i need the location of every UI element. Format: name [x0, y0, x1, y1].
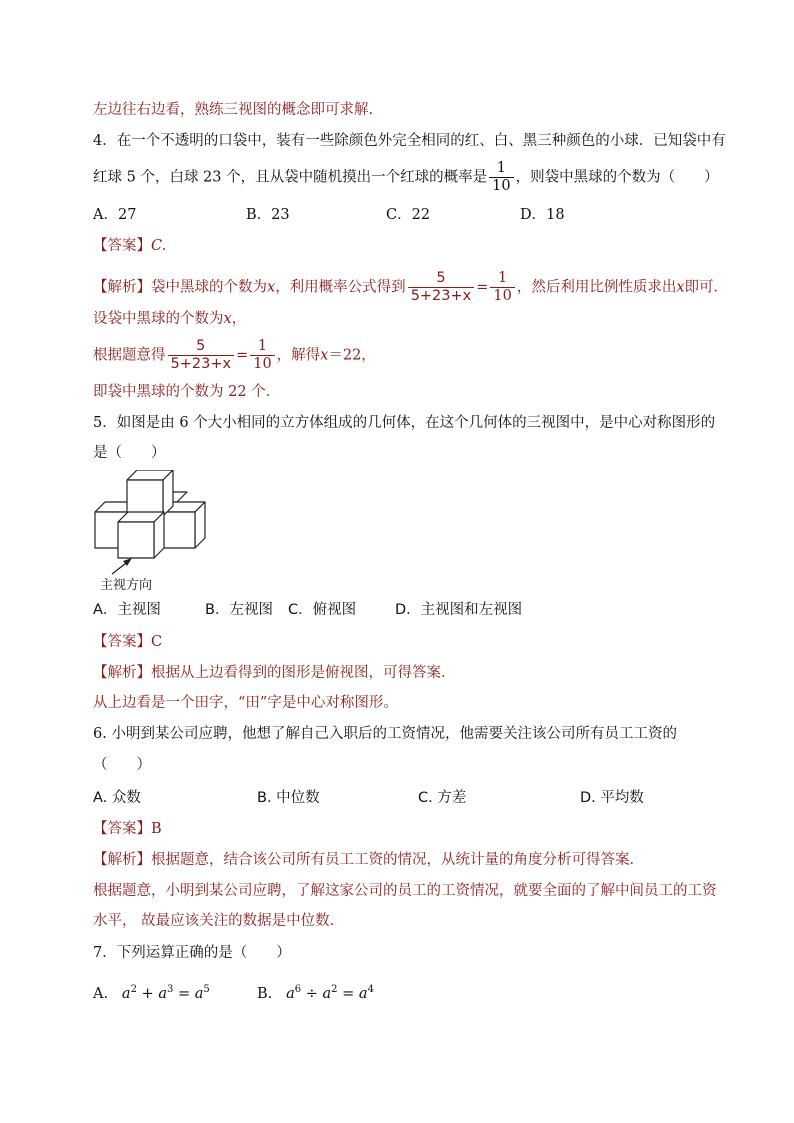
q4-sol2-a: 根据题意得	[93, 347, 166, 364]
q6-solution-line2: 水平， 故最应该关注的数据是中位数.	[93, 913, 335, 929]
cube-front-face	[127, 480, 163, 516]
q6-stem-line1: 6. 小明到某公司应聘，他想了解自己入职后的工资情况，他需要关注该公司所有员工工资的	[93, 726, 677, 742]
q5-analysis-text: 根据从上边看得到的图形是俯视图，可得答案．	[151, 665, 456, 681]
q7-a-exp1: 2	[130, 984, 137, 995]
q6-analysis-label: 【解析】	[93, 852, 151, 868]
q4-stem-line1: 4．在一个不透明的口袋中，装有一些除颜色外完全相同的红、白、黑三种颜色的小球．已知袋中有	[93, 133, 726, 149]
q4-solution-line2	[93, 338, 376, 373]
q6-option-a: A. 众数	[93, 790, 141, 806]
q4-analysis-a: 袋中黑球的个数为	[151, 279, 267, 296]
q5-option-d: D．主视图和左视图	[395, 602, 523, 618]
q7-b-exp1: 6	[294, 984, 302, 995]
q4-sol1-b: ，	[231, 311, 247, 327]
q4-probability-fraction	[489, 160, 513, 195]
q7-a-term2: a	[158, 985, 167, 1002]
q5-option-b: B．左视图	[205, 602, 273, 618]
q4-equation-left-fraction	[408, 270, 475, 305]
cube-figure	[92, 470, 212, 575]
q5-answer-label: 【答案】	[93, 634, 151, 650]
q7-b-div: ÷	[301, 985, 323, 1002]
q6-analysis-text: 根据题意，结合该公司所有员工工资的情况，从统计量的角度分析可得答案．	[151, 852, 644, 868]
q4-answer-value: C.	[151, 238, 167, 254]
q4-analysis-c: ，然后利用比例性质求出	[516, 279, 677, 296]
q4-fraction-denominator: 10	[492, 178, 511, 194]
q4-sol2-c: ＝22，	[328, 347, 376, 364]
q5-stem-line1: 5．如图是由 6 个大小相同的立方体组成的几何体，在这个几何体的三视图中，是中心对称图形的	[93, 415, 716, 431]
q4-answer-label: 【答案】	[93, 238, 151, 254]
q5-option-c: C．俯视图	[288, 602, 357, 618]
q4-stem-line2	[93, 160, 719, 195]
q4-sol2-denominator: 5+23+x	[170, 356, 232, 372]
q6-option-b: B. 中位数	[257, 790, 320, 806]
q4-sol2-b: ，解得	[276, 347, 321, 364]
q5-option-a: A．主视图	[93, 602, 161, 618]
q5-analysis-label: 【解析】	[93, 665, 151, 681]
q6-answer-value: B	[151, 821, 162, 837]
q5-stem-line2: 是（ ）	[93, 445, 166, 461]
q4-analysis	[93, 270, 728, 305]
q7-a-plus: +	[136, 985, 159, 1002]
q7-option-a	[93, 980, 210, 1004]
q4-sol2-left-fraction	[168, 338, 235, 373]
q4-sol1-a: 设袋中黑球的个数为	[93, 311, 224, 327]
q4-sol2-numerator: 5	[168, 338, 235, 356]
cube-front-face	[161, 512, 195, 548]
q7-b-term2: a	[322, 985, 332, 1002]
q6-answer-label: 【答案】	[93, 821, 151, 837]
q4-solution-line3: 即袋中黑球的个数为 22 个．	[93, 384, 281, 400]
q4-sol2-var: x	[320, 347, 329, 364]
q4-sol2-eq-sign: =	[236, 347, 249, 364]
q7-option-b-label: B.	[257, 985, 273, 1002]
q4-analysis-label: 【解析】	[93, 279, 151, 296]
q4-option-d: D．18	[520, 207, 565, 223]
q7-option-b	[257, 980, 374, 1004]
q4-analysis-b: ，利用概率公式得到	[275, 279, 406, 296]
q7-a-exp3: 5	[203, 984, 210, 995]
q7-b-result: a	[358, 985, 368, 1002]
q4-option-a: A．27	[93, 207, 137, 223]
q4-equation-right-fraction	[490, 270, 514, 305]
q4-eq-right-numerator: 1	[490, 270, 514, 288]
q4-option-c: C．22	[386, 207, 431, 223]
q4-var-x: x	[267, 279, 276, 296]
prev-analysis-tail: 左边往右边看，熟练三视图的概念即可求解.	[93, 102, 374, 118]
figure-label: 主视方向	[100, 578, 153, 593]
q7-b-eq: =	[337, 985, 359, 1002]
q4-solution-line1	[93, 309, 246, 329]
q4-stem-line2-a: 红球 5 个，白球 23 个，且从袋中随机摸出一个红球的概率是	[93, 169, 488, 186]
q4-eq-denominator: 5+23+x	[410, 288, 472, 304]
q7-a-eq: =	[173, 985, 195, 1002]
q7-stem: 7．下列运算正确的是（ ）	[93, 945, 291, 961]
q7-b-term1: a	[286, 985, 295, 1002]
q6-answer	[93, 819, 162, 839]
q4-stem-line2-b: ，则袋中黑球的个数为（ ）	[515, 169, 719, 186]
q7-option-a-label: A.	[93, 985, 109, 1002]
q4-answer	[93, 236, 166, 256]
q4-option-b: B．23	[246, 207, 290, 223]
cube-front-face	[118, 522, 154, 558]
q4-eq-sign: =	[476, 279, 489, 296]
q4-var-x-2: x	[676, 279, 685, 296]
q7-a-result: a	[194, 985, 204, 1002]
q6-option-d: D. 平均数	[580, 790, 644, 806]
q7-b-exp2: 2	[331, 984, 338, 995]
q6-solution-line1: 根据题意，小明到某公司应聘，了解这家公司的员工的工资情况，就要全面的了解中间员工的工资	[93, 883, 717, 899]
q4-sol2-right-fraction	[250, 338, 274, 373]
q6-stem-line2: （ ）	[93, 757, 151, 773]
q4-sol2-right-numerator: 1	[250, 338, 274, 356]
q4-eq-right-denominator: 10	[493, 288, 512, 304]
q7-a-term1: a	[121, 985, 131, 1002]
q4-sol2-right-denominator: 10	[253, 356, 272, 372]
q4-analysis-d: 即可．	[684, 279, 729, 296]
q5-analysis	[93, 663, 456, 683]
q5-answer-value: C	[151, 634, 163, 650]
q4-sol1-var: x	[223, 311, 232, 327]
q4-fraction-numerator: 1	[489, 160, 513, 178]
q6-analysis	[93, 850, 644, 870]
q4-eq-numerator: 5	[408, 270, 475, 288]
q6-option-c: C. 方差	[418, 790, 467, 806]
q7-a-exp2: 3	[166, 984, 174, 995]
q5-answer	[93, 632, 162, 652]
q7-b-exp3: 4	[367, 984, 374, 995]
q5-solution: 从上边看是一个田字，“田”字是中心对称图形。	[93, 695, 398, 711]
